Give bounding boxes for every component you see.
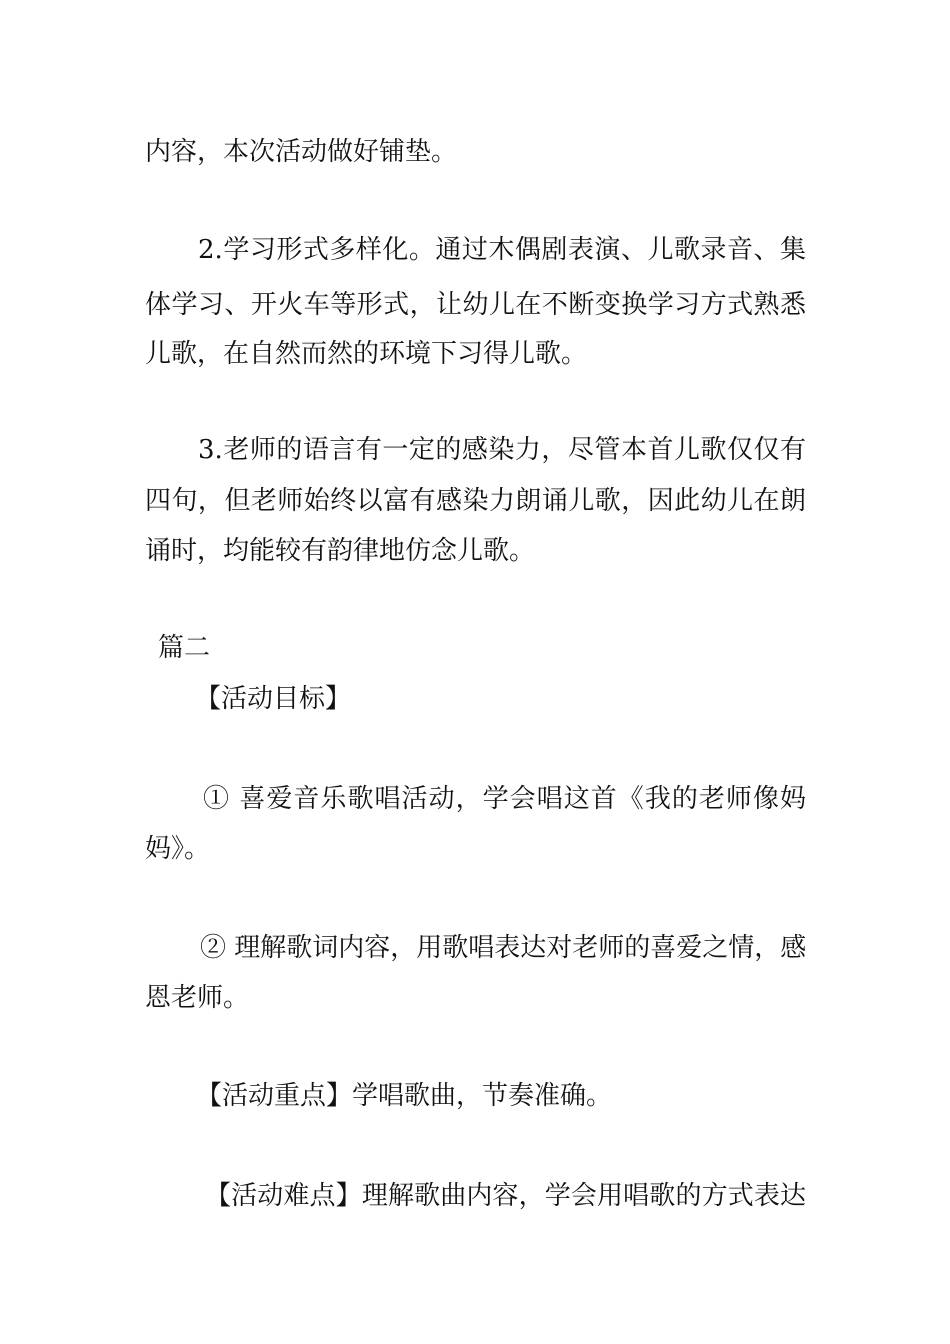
paragraph-2-line-3: 儿歌，在自然而然的环境下习得儿歌。: [145, 339, 588, 369]
goal-2-line-1: ② 理解歌词内容，用歌唱表达对老师的喜爱之情，感: [200, 933, 806, 963]
goal-1-line-2: 妈》。: [145, 834, 211, 864]
goal-1-line-1: ① 喜爱音乐歌唱活动，学会唱这首《我的老师像妈: [203, 784, 806, 814]
goals-heading: 【活动目标】: [195, 684, 352, 714]
paragraph-continuation-line: 内容，本次活动做好铺垫。: [145, 137, 458, 167]
paragraph-2-line-2: 体学习、开火车等形式，让幼儿在不断变换学习方式熟悉: [145, 290, 806, 320]
paragraph-3-line-1: 3.老师的语言有一定的感染力，尽管本首儿歌仅仅有: [198, 435, 806, 465]
key-point: 【活动重点】学唱歌曲，节奏准确。: [196, 1081, 613, 1111]
section-title: 篇二: [158, 633, 211, 663]
goal-2-line-2: 恩老师。: [145, 983, 250, 1013]
paragraph-3-line-2: 四句，但老师始终以富有感染力朗诵儿歌，因此幼儿在朗: [145, 486, 806, 516]
paragraph-3-line-3: 诵时，均能较有韵律地仿念儿歌。: [145, 536, 536, 566]
difficulty: 【活动难点】理解歌曲内容，学会用唱歌的方式表达: [205, 1181, 806, 1211]
paragraph-2-line-1: 2.学习形式多样化。通过木偶剧表演、儿歌录音、集: [198, 235, 806, 265]
